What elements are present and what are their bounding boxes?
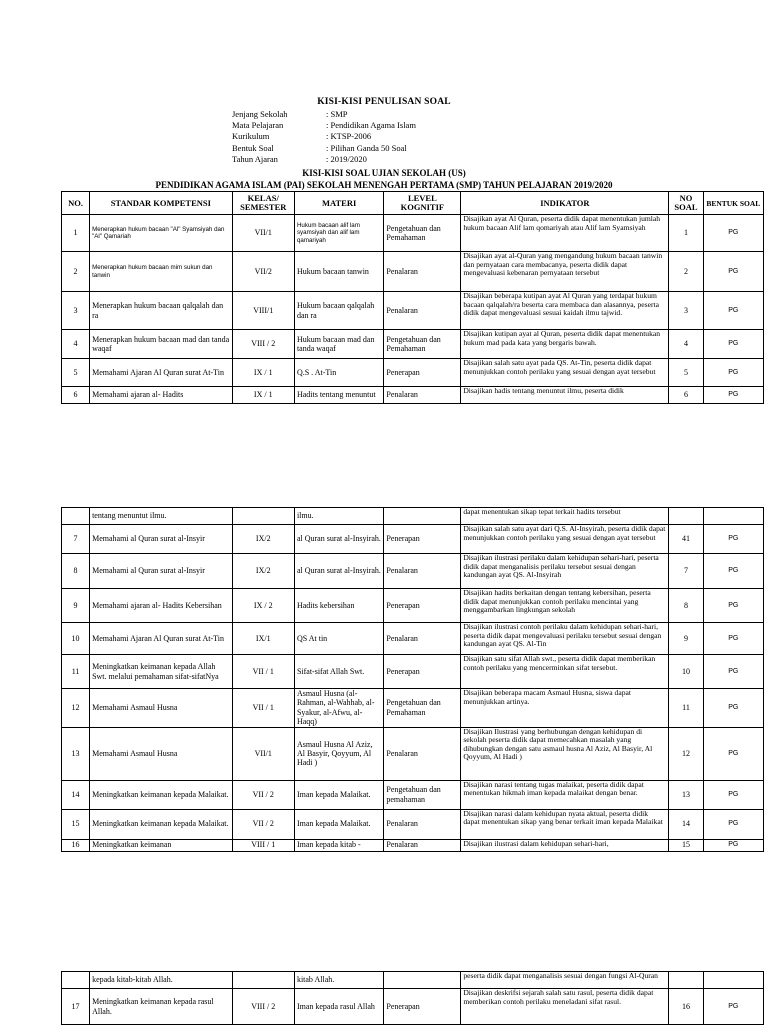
- header-bentuk-soal: BENTUK SOAL: [703, 192, 763, 215]
- cell-level-kognitif: Pengetahuan dan Pemahaman: [384, 330, 461, 359]
- cell-bentuk-soal: PG: [703, 689, 763, 728]
- cell-bentuk-soal: PG: [703, 554, 763, 589]
- meta-label: Kurikulum: [232, 131, 270, 142]
- cell-kelas-semester: IX / 2: [232, 589, 294, 623]
- cell-no-soal: 1: [669, 215, 703, 252]
- header-materi: MATERI: [294, 192, 383, 215]
- header-indikator: INDIKATOR: [461, 192, 669, 215]
- table-row: [62, 623, 764, 655]
- cell-no: 15: [62, 809, 90, 839]
- cell-materi: Hadits kebersihan: [294, 589, 383, 623]
- cell-bentuk-soal: PG: [703, 727, 763, 780]
- table-row: [62, 809, 764, 839]
- meta-value: : SMP: [326, 109, 348, 119]
- table-row: [62, 655, 764, 689]
- header-no-soal: NO SOAL: [669, 192, 703, 215]
- meta-row: [232, 154, 416, 165]
- cell-no: [62, 508, 90, 525]
- cell-bentuk-soal: PG: [703, 655, 763, 689]
- cell-standar-kompetensi: Meningkatkan keimanan kepada Malaikat.: [90, 809, 232, 839]
- kisi-kisi-table-page-1: [61, 191, 764, 404]
- cell-bentuk-soal: PG: [703, 359, 763, 387]
- cell-no: 13: [62, 727, 90, 780]
- cell-materi: Iman kepada kitab -: [294, 839, 383, 851]
- cell-standar-kompetensi: Menerapkan hukum bacaan "Al" Syamsiyah dan "Al" Qamariah: [90, 215, 232, 252]
- cell-bentuk-soal: PG: [703, 623, 763, 655]
- table-row: [62, 589, 764, 623]
- cell-no-soal: 16: [669, 989, 703, 1025]
- subtitle-2: PENDIDIKAN AGAMA ISLAM (PAI) SEKOLAH MENENGAH PERTAMA (SMP) TAHUN PELAJARAN 2019/2020: [155, 180, 613, 190]
- cell-standar-kompetensi: Memahami al Quran surat al-Insyir: [90, 554, 232, 589]
- table-row: [62, 554, 764, 589]
- cell-indikator: Disajikan deskrifsi sejarah salah satu rasul, peserta didik dapat memberikan contoh perilaku meneladani sifat rasul.: [461, 989, 669, 1025]
- kisi-kisi-table-page-3: [61, 971, 764, 1025]
- cell-no-soal: 7: [669, 554, 703, 589]
- cell-bentuk-soal: PG: [703, 330, 763, 359]
- cell-level-kognitif: Penalaran: [384, 252, 461, 292]
- cell-kelas-semester: IX / 1: [232, 387, 294, 404]
- table-row: [62, 215, 764, 252]
- cell-kelas-semester: VIII / 2: [232, 989, 294, 1025]
- cell-no-soal: [669, 972, 703, 989]
- cell-level-kognitif: Penalaran: [384, 387, 461, 404]
- cell-no: 4: [62, 330, 90, 359]
- cell-indikator: Disajikan ilustrasi dalam kehidupan sehari-hari,: [461, 839, 669, 851]
- cell-standar-kompetensi: Menerapkan hukum bacaan mim sukun dan tanwin: [90, 252, 232, 292]
- cell-materi: al Quran surat al-Insyirah.: [294, 554, 383, 589]
- subtitle-1: KISI-KISI SOAL UJIAN SEKOLAH (US): [302, 168, 466, 178]
- cell-no: 8: [62, 554, 90, 589]
- cell-no: 12: [62, 689, 90, 728]
- cell-materi: Asmaul Husna (al-Rahman, al-Wahhab, al-Syakur, al-Afwu, al-Haqq): [294, 689, 383, 728]
- cell-no-soal: 5: [669, 359, 703, 387]
- cell-indikator: Disajikan satu sifat Allah swt., peserta didik dapat memberikan contoh perilaku yang mencerminkan sifat tersebut.: [461, 655, 669, 689]
- cell-kelas-semester: VIII / 2: [232, 330, 294, 359]
- cell-level-kognitif: Penerapan: [384, 589, 461, 623]
- cell-no: 10: [62, 623, 90, 655]
- cell-no-soal: [669, 508, 703, 525]
- cell-no-soal: 10: [669, 655, 703, 689]
- table-row: [62, 330, 764, 359]
- meta-label: Mata Pelajaran: [232, 120, 284, 131]
- header-level-kognitif: LEVEL KOGNITIF: [384, 192, 461, 215]
- cell-no: 1: [62, 215, 90, 252]
- cell-indikator: peserta didik dapat menganalisis sesuai dengan fungsi Al-Quran: [461, 972, 669, 989]
- cell-bentuk-soal: PG: [703, 809, 763, 839]
- cell-materi: Hadits tentang menuntut: [294, 387, 383, 404]
- cell-standar-kompetensi: Memahami ajaran al- Hadits: [90, 387, 232, 404]
- table-row: [62, 252, 764, 292]
- meta-row: [232, 131, 416, 142]
- table-row: [62, 839, 764, 851]
- cell-level-kognitif: Penerapan: [384, 655, 461, 689]
- meta-value: : Pilihan Ganda 50 Soal: [326, 142, 407, 153]
- cell-level-kognitif: [384, 508, 461, 525]
- cell-bentuk-soal: PG: [703, 989, 763, 1025]
- cell-kelas-semester: VII / 1: [232, 655, 294, 689]
- cell-no-soal: 14: [669, 809, 703, 839]
- table-row: [62, 292, 764, 330]
- cell-bentuk-soal: PG: [703, 215, 763, 252]
- meta-label: Bentuk Soal: [232, 142, 274, 153]
- meta-row: [232, 120, 416, 131]
- cell-no: 3: [62, 292, 90, 330]
- cell-standar-kompetensi: Memahami Ajaran Al Quran surat At-Tin: [90, 359, 232, 387]
- cell-level-kognitif: Penalaran: [384, 839, 461, 851]
- cell-indikator: Disajikan ilustrasi contoh perilaku dalam kehidupan sehari-hari, peserta didik dapat mengevaluasi perilaku tersebut sesuai dengan kandungan ayat QS. Al-Tin: [461, 623, 669, 655]
- table-body-2: [62, 508, 764, 852]
- cell-materi: Hukum bacaan qalqalah dan ra: [294, 292, 383, 330]
- table-body-1: [62, 215, 764, 404]
- cell-standar-kompetensi: Memahami al Quran surat al-Insyir: [90, 525, 232, 554]
- cell-no: 17: [62, 989, 90, 1025]
- cell-materi: kitab Allah.: [294, 972, 383, 989]
- cell-no: 11: [62, 655, 90, 689]
- cell-no: 7: [62, 525, 90, 554]
- cell-kelas-semester: IX/2: [232, 525, 294, 554]
- cell-materi: Iman kepada rasul Allah: [294, 989, 383, 1025]
- table-row: [62, 780, 764, 809]
- cell-bentuk-soal: PG: [703, 780, 763, 809]
- cell-no-soal: 9: [669, 623, 703, 655]
- document-meta: [232, 109, 416, 165]
- cell-indikator: dapat menentukan sikap tepat terkait hadits tersebut: [461, 508, 669, 525]
- cell-kelas-semester: VII/2: [232, 252, 294, 292]
- cell-indikator: Disajikan beberapa kutipan ayat Al Quran yang terdapat hukum bacaan qalqalah/ra beserta cara membaca dan alasannya, peserta didik dapat mengevaluasi sesuai kaidah ilmu tajwid.: [461, 292, 669, 330]
- cell-standar-kompetensi: kepada kitab-kitab Allah.: [90, 972, 232, 989]
- header-standar-kompetensi: STANDAR KOMPETENSI: [90, 192, 232, 215]
- meta-value: : Pendidikan Agama Islam: [326, 120, 416, 131]
- cell-no: 6: [62, 387, 90, 404]
- cell-kelas-semester: IX/2: [232, 554, 294, 589]
- cell-standar-kompetensi: Meningkatkan keimanan kepada Allah Swt. melalui pemahaman sifat-sifatNya: [90, 655, 232, 689]
- cell-no: 5: [62, 359, 90, 387]
- cell-no-soal: 13: [669, 780, 703, 809]
- table-body-3: [62, 972, 764, 1025]
- cell-bentuk-soal: [703, 508, 763, 525]
- cell-level-kognitif: Penalaran: [384, 727, 461, 780]
- table-row: [62, 989, 764, 1025]
- cell-kelas-semester: VIII/1: [232, 292, 294, 330]
- table-row: [62, 508, 764, 525]
- cell-level-kognitif: [384, 972, 461, 989]
- cell-level-kognitif: Penalaran: [384, 292, 461, 330]
- cell-materi: Q.S . At-Tin: [294, 359, 383, 387]
- cell-materi: Sifat-sifat Allah Swt.: [294, 655, 383, 689]
- cell-level-kognitif: Penerapan: [384, 989, 461, 1025]
- header-no: NO.: [62, 192, 90, 215]
- cell-kelas-semester: IX/1: [232, 623, 294, 655]
- cell-bentuk-soal: PG: [703, 252, 763, 292]
- cell-standar-kompetensi: Meningkatkan keimanan kepada rasul Allah.: [90, 989, 232, 1025]
- cell-materi: Hukum bacaan mad dan tanda waqaf: [294, 330, 383, 359]
- cell-kelas-semester: VII / 2: [232, 809, 294, 839]
- cell-standar-kompetensi: Memahami Asmaul Husna: [90, 727, 232, 780]
- cell-no-soal: 4: [669, 330, 703, 359]
- cell-level-kognitif: Pengetahuan dan Pemahaman: [384, 689, 461, 728]
- cell-kelas-semester: [232, 972, 294, 989]
- cell-level-kognitif: Penerapan: [384, 359, 461, 387]
- kisi-kisi-table-page-2: [61, 507, 764, 852]
- cell-kelas-semester: VIII / 1: [232, 839, 294, 851]
- cell-indikator: Disajikan ayat al-Quran yang mengandung hukum bacaan tanwin dan pernyataan cara membacanya, peserta didik dapat mengevaluasi kebenaran pernyataan tersebut: [461, 252, 669, 292]
- cell-materi: Iman kepada Malaikat.: [294, 809, 383, 839]
- cell-no-soal: 41: [669, 525, 703, 554]
- header-kelas-semester: KELAS/ SEMESTER: [232, 192, 294, 215]
- cell-level-kognitif: Pengetahuan dan pemahaman: [384, 780, 461, 809]
- cell-materi: al Quran surat al-Insyirah.: [294, 525, 383, 554]
- cell-indikator: Disajikan beberapa macam Asmaul Husna, siswa dapat menunjukkan artinya.: [461, 689, 669, 728]
- cell-no: 14: [62, 780, 90, 809]
- page-title: KISI-KISI PENULISAN SOAL: [317, 97, 451, 107]
- cell-standar-kompetensi: Menerapkan hukum bacaan mad dan tanda waqaf: [90, 330, 232, 359]
- cell-indikator: Disajikan kutipan ayat al Quran, peserta didik dapat menentukan hukum mad pada kata yang bergaris bawah.: [461, 330, 669, 359]
- cell-standar-kompetensi: Meningkatkan keimanan kepada Malaikat.: [90, 780, 232, 809]
- cell-standar-kompetensi: Memahami Ajaran Al Quran surat At-Tin: [90, 623, 232, 655]
- cell-indikator: Disajikan ayat Al Quran, peserta didik dapat menentukan jumlah hukum bacaan Alif lam qomariyah atau Alif lam Syamsiyah: [461, 215, 669, 252]
- cell-kelas-semester: [232, 508, 294, 525]
- cell-no: [62, 972, 90, 989]
- cell-indikator: Disajikan salah satu ayat dari Q.S. Al-Insyirah, peserta didik dapat menunjukkan contoh perilaku yang sesuai dengan ayat tersebut: [461, 525, 669, 554]
- cell-no: 2: [62, 252, 90, 292]
- cell-materi: Hukum bacaan tanwin: [294, 252, 383, 292]
- cell-indikator: Disajikan hadis tentang menuntut ilmu, peserta didik: [461, 387, 669, 404]
- cell-indikator: Disajikan narasi tentang tugas malaikat, peserta didik dapat menentukan hikmah iman kepada malaikat dengan benar.: [461, 780, 669, 809]
- cell-materi: ilmu.: [294, 508, 383, 525]
- meta-value: : KTSP-2006: [326, 131, 372, 142]
- meta-row: [232, 109, 416, 120]
- table-row: [62, 359, 764, 387]
- cell-bentuk-soal: PG: [703, 525, 763, 554]
- cell-level-kognitif: Penalaran: [384, 623, 461, 655]
- cell-kelas-semester: VII/1: [232, 215, 294, 252]
- meta-label: Tahun Ajaran: [232, 153, 278, 164]
- cell-materi: Iman kepada Malaikat.: [294, 780, 383, 809]
- cell-no-soal: 6: [669, 387, 703, 404]
- cell-standar-kompetensi: Menerapkan hukum bacaan qalqalah dan ra: [90, 292, 232, 330]
- cell-standar-kompetensi: tentang menuntut ilmu.: [90, 508, 232, 525]
- cell-standar-kompetensi: Memahami Asmaul Husna: [90, 689, 232, 728]
- cell-indikator: Disajikan Ilustrasi yang berhubungan dengan kehidupan di sekolah peserta didik dapat memecahkan masalah yang dihubungkan dengan satu asmaul husna Al Aziz, Al Basyir, Al Qoyyum, Al Hadi ): [461, 727, 669, 780]
- cell-level-kognitif: Pengetahuan dan Pemahaman: [384, 215, 461, 252]
- cell-bentuk-soal: [703, 972, 763, 989]
- cell-bentuk-soal: PG: [703, 292, 763, 330]
- cell-no-soal: 8: [669, 589, 703, 623]
- table-row: [62, 525, 764, 554]
- meta-label: Jenjang Sekolah: [232, 109, 288, 119]
- cell-no-soal: 15: [669, 839, 703, 851]
- cell-level-kognitif: Penalaran: [384, 554, 461, 589]
- table-row: [62, 689, 764, 728]
- cell-no-soal: 12: [669, 727, 703, 780]
- cell-no-soal: 3: [669, 292, 703, 330]
- cell-materi: Asmaul Husna Al Aziz, Al Basyir, Qoyyum, Al Hadi ): [294, 727, 383, 780]
- cell-kelas-semester: VII/1: [232, 727, 294, 780]
- cell-bentuk-soal: PG: [703, 387, 763, 404]
- cell-indikator: Disajikan ilustrasi perilaku dalam kehidupan sehari-hari, peserta didik dapat menganalisis perilaku tersebut sesuai dengan kandungan ayat QS. Al-Insyirah: [461, 554, 669, 589]
- cell-bentuk-soal: PG: [703, 589, 763, 623]
- meta-row: [232, 143, 416, 154]
- cell-standar-kompetensi: Meningkatkan keimanan: [90, 839, 232, 851]
- table-row: [62, 727, 764, 780]
- cell-no-soal: 2: [669, 252, 703, 292]
- cell-indikator: Disajikan narasi dalam kehidupan nyata aktual, peserta didik dapat menentukan sikap yang benar terkait iman kepada Malaikat: [461, 809, 669, 839]
- cell-no: 16: [62, 839, 90, 851]
- cell-indikator: Disajikan hadits berkaitan dengan tentang kebersihan, peserta didik dapat menunjukkan contoh perilaku mencintai yang menggambarkan lingkungan sekolah: [461, 589, 669, 623]
- cell-indikator: Disajikan salah satu ayat pada QS. At-Tin, peserta didik dapat menunjukkan contoh perilaku yang sesuai dengan ayat tersebut: [461, 359, 669, 387]
- cell-standar-kompetensi: Memahami ajaran al- Hadits Kebersihan: [90, 589, 232, 623]
- meta-value: : 2019/2020: [326, 153, 367, 164]
- cell-level-kognitif: Penalaran: [384, 809, 461, 839]
- cell-kelas-semester: VII / 2: [232, 780, 294, 809]
- cell-materi: Hukum bacaan alif lam syamsiyah dan alif lam qamariyah: [294, 215, 383, 252]
- cell-kelas-semester: VII / 1: [232, 689, 294, 728]
- cell-materi: QS At tin: [294, 623, 383, 655]
- cell-no: 9: [62, 589, 90, 623]
- cell-level-kognitif: Penerapan: [384, 525, 461, 554]
- cell-no-soal: 11: [669, 689, 703, 728]
- table-row: [62, 972, 764, 989]
- cell-bentuk-soal: PG: [703, 839, 763, 851]
- cell-kelas-semester: IX / 1: [232, 359, 294, 387]
- table-row: [62, 387, 764, 404]
